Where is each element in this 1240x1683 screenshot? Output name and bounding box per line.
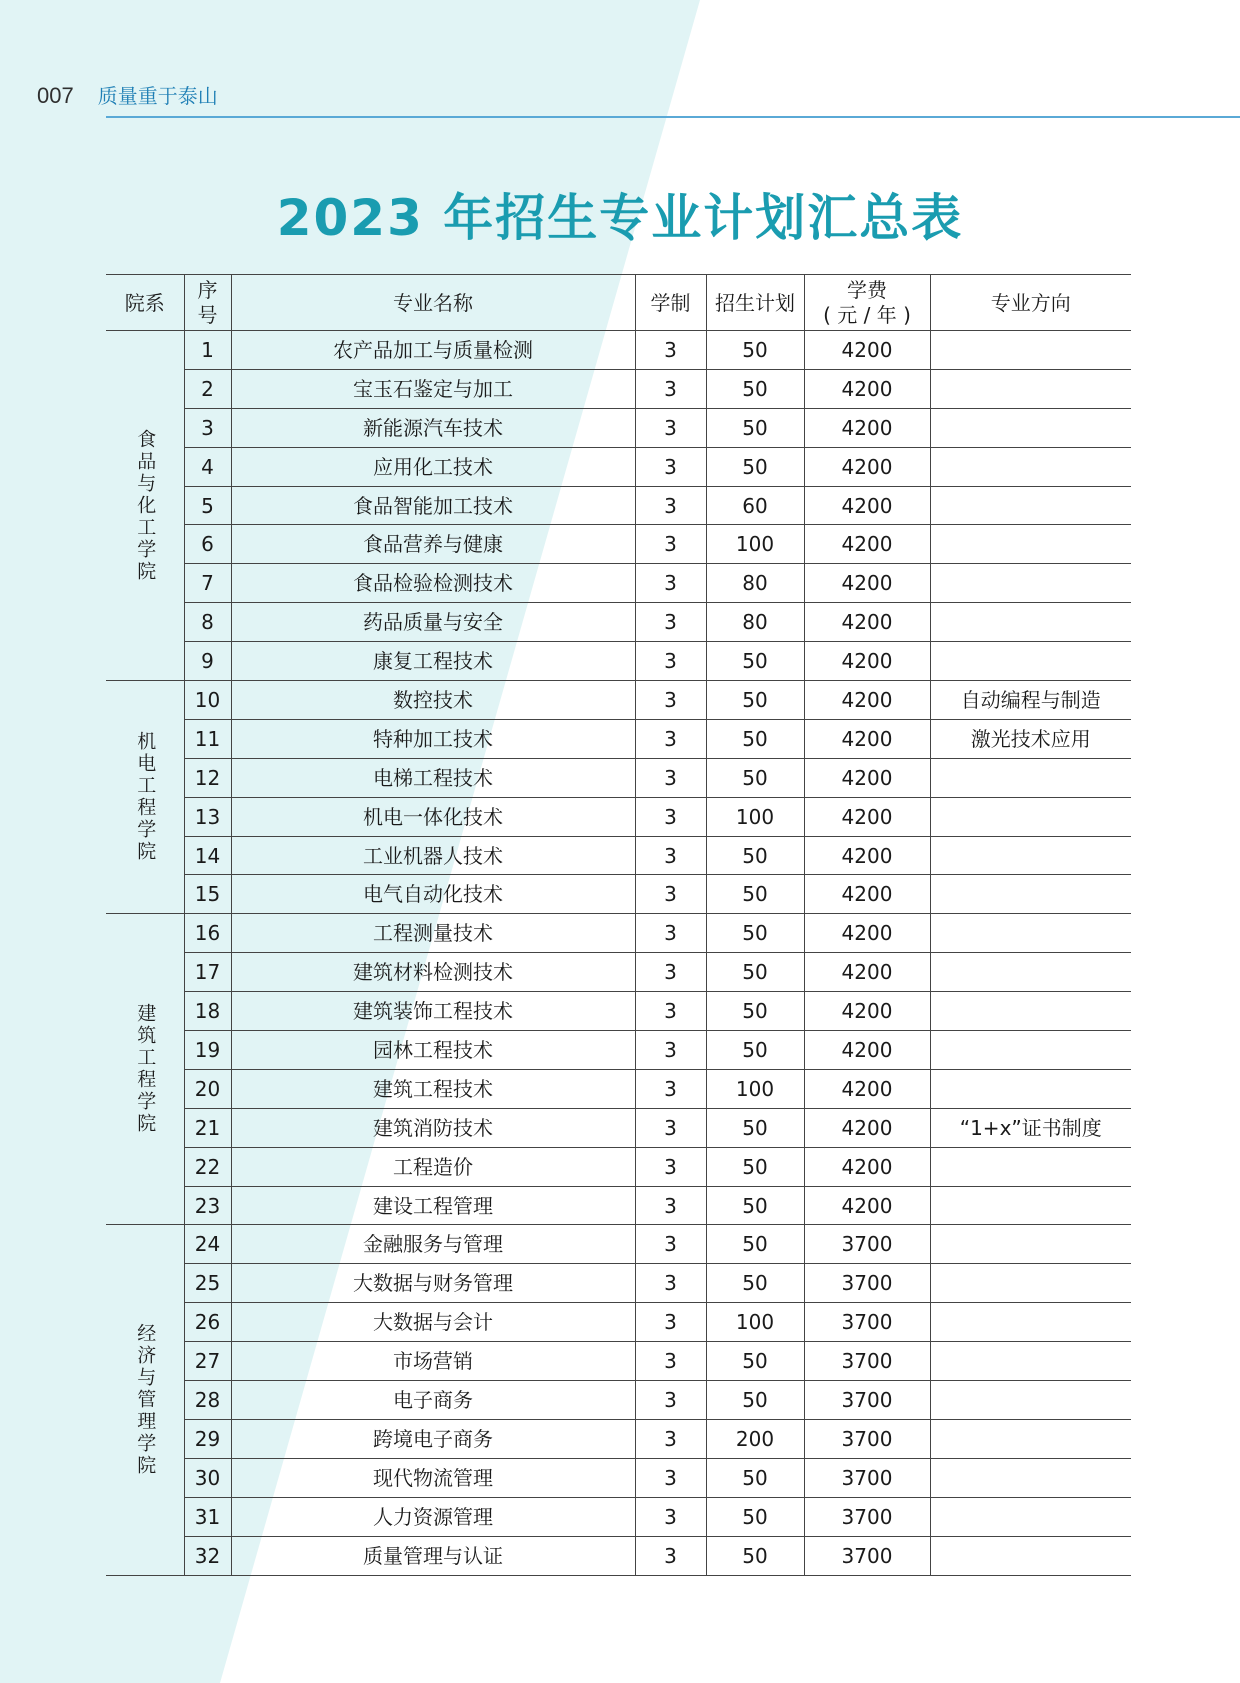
- header-fee: 学费 ( 元 / 年 ): [804, 275, 930, 331]
- major-direction: [930, 1147, 1131, 1186]
- tuition-fee: 4200: [804, 1108, 930, 1147]
- header-number: 序 号: [184, 275, 231, 331]
- major-direction: [930, 1381, 1131, 1420]
- tuition-fee: 3700: [804, 1458, 930, 1497]
- tuition-fee: 4200: [804, 1031, 930, 1070]
- table-row: [106, 1069, 1131, 1108]
- study-years: 3: [635, 1381, 706, 1420]
- enrollment-plan: 50: [706, 836, 804, 875]
- enrollment-plan: 50: [706, 1031, 804, 1070]
- row-number: 31: [184, 1497, 231, 1536]
- tuition-fee: 3700: [804, 1497, 930, 1536]
- study-years: 3: [635, 758, 706, 797]
- study-years: 3: [635, 875, 706, 914]
- dept-name: 经济与管理学院: [106, 1225, 184, 1575]
- header-rule: [106, 116, 1240, 118]
- major-direction: [930, 1536, 1131, 1575]
- enrollment-plan: 50: [706, 1225, 804, 1264]
- major-name: 市场营销: [231, 1342, 635, 1381]
- major-direction: [930, 1264, 1131, 1303]
- table-row: [106, 1147, 1131, 1186]
- study-years: 3: [635, 1419, 706, 1458]
- tuition-fee: 3700: [804, 1536, 930, 1575]
- major-direction: [930, 875, 1131, 914]
- table-row: [106, 1536, 1131, 1575]
- row-number: 29: [184, 1419, 231, 1458]
- header-direction: 专业方向: [930, 275, 1131, 331]
- header-years: 学制: [635, 275, 706, 331]
- table-row: [106, 719, 1131, 758]
- major-direction: [930, 369, 1131, 408]
- row-number: 24: [184, 1225, 231, 1264]
- study-years: 3: [635, 992, 706, 1031]
- major-name: 康复工程技术: [231, 642, 635, 681]
- major-name: 食品智能加工技术: [231, 486, 635, 525]
- header-plan: 招生计划: [706, 275, 804, 331]
- study-years: 3: [635, 525, 706, 564]
- enrollment-plan: 50: [706, 953, 804, 992]
- row-number: 15: [184, 875, 231, 914]
- major-name: 药品质量与安全: [231, 603, 635, 642]
- row-number: 22: [184, 1147, 231, 1186]
- row-number: 7: [184, 564, 231, 603]
- row-number: 3: [184, 408, 231, 447]
- major-direction: [930, 486, 1131, 525]
- tuition-fee: 4200: [804, 447, 930, 486]
- row-number: 27: [184, 1342, 231, 1381]
- study-years: 3: [635, 836, 706, 875]
- table-row: [106, 1264, 1131, 1303]
- study-years: 3: [635, 719, 706, 758]
- study-years: 3: [635, 797, 706, 836]
- major-direction: [930, 447, 1131, 486]
- tuition-fee: 4200: [804, 603, 930, 642]
- row-number: 9: [184, 642, 231, 681]
- study-years: 3: [635, 1147, 706, 1186]
- tuition-fee: 4200: [804, 369, 930, 408]
- tuition-fee: 4200: [804, 992, 930, 1031]
- table-row: [106, 642, 1131, 681]
- table-row: [106, 1108, 1131, 1147]
- enrollment-plan: 50: [706, 447, 804, 486]
- tuition-fee: 4200: [804, 486, 930, 525]
- study-years: 3: [635, 953, 706, 992]
- header-dept: 院系: [106, 275, 184, 331]
- major-direction: [930, 1342, 1131, 1381]
- tuition-fee: 3700: [804, 1303, 930, 1342]
- enrollment-plan: 50: [706, 1536, 804, 1575]
- enrollment-plan: 100: [706, 797, 804, 836]
- enrollment-plan: 80: [706, 603, 804, 642]
- enrollment-plan: 50: [706, 1381, 804, 1420]
- study-years: 3: [635, 1186, 706, 1225]
- row-number: 2: [184, 369, 231, 408]
- major-name: 园林工程技术: [231, 1031, 635, 1070]
- major-name: 电梯工程技术: [231, 758, 635, 797]
- page-header: [37, 80, 218, 109]
- table-row: [106, 992, 1131, 1031]
- table-row: [106, 369, 1131, 408]
- tuition-fee: 3700: [804, 1225, 930, 1264]
- major-name: 建筑消防技术: [231, 1108, 635, 1147]
- enrollment-plan: 60: [706, 486, 804, 525]
- enrollment-plan: 50: [706, 1108, 804, 1147]
- major-name: 数控技术: [231, 681, 635, 720]
- major-direction: [930, 914, 1131, 953]
- enrollment-plan: 50: [706, 1458, 804, 1497]
- study-years: 3: [635, 1264, 706, 1303]
- study-years: 3: [635, 642, 706, 681]
- major-name: 工程造价: [231, 1147, 635, 1186]
- study-years: 3: [635, 331, 706, 370]
- row-number: 1: [184, 331, 231, 370]
- major-name: 跨境电子商务: [231, 1419, 635, 1458]
- major-direction: [930, 758, 1131, 797]
- table-row: [106, 525, 1131, 564]
- row-number: 30: [184, 1458, 231, 1497]
- table-row: [106, 1031, 1131, 1070]
- row-number: 23: [184, 1186, 231, 1225]
- tuition-fee: 4200: [804, 836, 930, 875]
- major-name: 人力资源管理: [231, 1497, 635, 1536]
- major-name: 大数据与会计: [231, 1303, 635, 1342]
- major-name: 建筑装饰工程技术: [231, 992, 635, 1031]
- row-number: 4: [184, 447, 231, 486]
- tuition-fee: 4200: [804, 1186, 930, 1225]
- table-row: [106, 603, 1131, 642]
- enrollment-plan-table: [106, 274, 1131, 1576]
- enrollment-plan: 50: [706, 1186, 804, 1225]
- enrollment-plan: 50: [706, 1497, 804, 1536]
- header-major: 专业名称: [231, 275, 635, 331]
- tuition-fee: 4200: [804, 525, 930, 564]
- table-row: [106, 836, 1131, 875]
- study-years: 3: [635, 681, 706, 720]
- tuition-fee: 3700: [804, 1381, 930, 1420]
- table-row: [106, 875, 1131, 914]
- row-number: 17: [184, 953, 231, 992]
- major-name: 电子商务: [231, 1381, 635, 1420]
- major-name: 建筑材料检测技术: [231, 953, 635, 992]
- enrollment-plan: 200: [706, 1419, 804, 1458]
- table-body: [106, 331, 1131, 1576]
- study-years: 3: [635, 1069, 706, 1108]
- tuition-fee: 4200: [804, 408, 930, 447]
- study-years: 3: [635, 603, 706, 642]
- table-row: [106, 331, 1131, 370]
- enrollment-plan: 50: [706, 914, 804, 953]
- table-row: [106, 1303, 1131, 1342]
- major-direction: [930, 1419, 1131, 1458]
- page-number: 007: [37, 83, 74, 108]
- table-row: [106, 1342, 1131, 1381]
- enrollment-plan: 50: [706, 1264, 804, 1303]
- tuition-fee: 4200: [804, 1069, 930, 1108]
- study-years: 3: [635, 1108, 706, 1147]
- major-name: 宝玉石鉴定与加工: [231, 369, 635, 408]
- tuition-fee: 3700: [804, 1342, 930, 1381]
- study-years: 3: [635, 408, 706, 447]
- study-years: 3: [635, 369, 706, 408]
- major-name: 金融服务与管理: [231, 1225, 635, 1264]
- major-direction: [930, 1069, 1131, 1108]
- major-name: 现代物流管理: [231, 1458, 635, 1497]
- enrollment-plan: 50: [706, 408, 804, 447]
- major-name: 食品营养与健康: [231, 525, 635, 564]
- study-years: 3: [635, 447, 706, 486]
- table-row: [106, 564, 1131, 603]
- table-row: [106, 1186, 1131, 1225]
- major-direction: [930, 797, 1131, 836]
- major-direction: [930, 603, 1131, 642]
- row-number: 16: [184, 914, 231, 953]
- row-number: 8: [184, 603, 231, 642]
- row-number: 28: [184, 1381, 231, 1420]
- tuition-fee: 4200: [804, 797, 930, 836]
- row-number: 5: [184, 486, 231, 525]
- major-direction: “1+x”证书制度: [930, 1108, 1131, 1147]
- dept-name: 建筑工程学院: [106, 914, 184, 1225]
- major-name: 应用化工技术: [231, 447, 635, 486]
- major-direction: [930, 525, 1131, 564]
- major-direction: [930, 836, 1131, 875]
- tuition-fee: 4200: [804, 914, 930, 953]
- row-number: 19: [184, 1031, 231, 1070]
- major-direction: [930, 1458, 1131, 1497]
- major-direction: [930, 564, 1131, 603]
- enrollment-plan: 50: [706, 1342, 804, 1381]
- major-name: 建设工程管理: [231, 1186, 635, 1225]
- enrollment-plan: 80: [706, 564, 804, 603]
- enrollment-plan: 50: [706, 758, 804, 797]
- row-number: 13: [184, 797, 231, 836]
- study-years: 3: [635, 1342, 706, 1381]
- major-name: 质量管理与认证: [231, 1536, 635, 1575]
- study-years: 3: [635, 914, 706, 953]
- row-number: 32: [184, 1536, 231, 1575]
- table-row: [106, 914, 1131, 953]
- major-direction: 激光技术应用: [930, 719, 1131, 758]
- major-name: 建筑工程技术: [231, 1069, 635, 1108]
- major-direction: [930, 1497, 1131, 1536]
- major-name: 机电一体化技术: [231, 797, 635, 836]
- major-direction: [930, 331, 1131, 370]
- row-number: 14: [184, 836, 231, 875]
- table-row: [106, 486, 1131, 525]
- tuition-fee: 4200: [804, 1147, 930, 1186]
- row-number: 11: [184, 719, 231, 758]
- major-direction: [930, 953, 1131, 992]
- major-direction: [930, 1186, 1131, 1225]
- enrollment-plan: 100: [706, 525, 804, 564]
- table-row: [106, 408, 1131, 447]
- table-row: [106, 681, 1131, 720]
- table-row: [106, 797, 1131, 836]
- tuition-fee: 4200: [804, 719, 930, 758]
- study-years: 3: [635, 486, 706, 525]
- table-row: [106, 1419, 1131, 1458]
- row-number: 20: [184, 1069, 231, 1108]
- study-years: 3: [635, 1303, 706, 1342]
- major-direction: 自动编程与制造: [930, 681, 1131, 720]
- section-title: 质量重于泰山: [97, 84, 218, 108]
- table-row: [106, 447, 1131, 486]
- tuition-fee: 4200: [804, 331, 930, 370]
- study-years: 3: [635, 1225, 706, 1264]
- study-years: 3: [635, 1031, 706, 1070]
- row-number: 25: [184, 1264, 231, 1303]
- study-years: 3: [635, 1458, 706, 1497]
- major-direction: [930, 1031, 1131, 1070]
- major-name: 工程测量技术: [231, 914, 635, 953]
- row-number: 12: [184, 758, 231, 797]
- row-number: 6: [184, 525, 231, 564]
- table-row: [106, 1497, 1131, 1536]
- page-title: 2023 年招生专业计划汇总表: [276, 189, 964, 247]
- major-name: 大数据与财务管理: [231, 1264, 635, 1303]
- tuition-fee: 4200: [804, 564, 930, 603]
- enrollment-plan: 50: [706, 992, 804, 1031]
- tuition-fee: 4200: [804, 953, 930, 992]
- enrollment-plan: 50: [706, 719, 804, 758]
- major-direction: [930, 992, 1131, 1031]
- dept-name: 食品与化工学院: [106, 331, 184, 681]
- major-name: 农产品加工与质量检测: [231, 331, 635, 370]
- row-number: 21: [184, 1108, 231, 1147]
- table-row: [106, 1458, 1131, 1497]
- row-number: 26: [184, 1303, 231, 1342]
- major-name: 特种加工技术: [231, 719, 635, 758]
- table-header-row: [106, 275, 1131, 331]
- enrollment-plan: 50: [706, 875, 804, 914]
- tuition-fee: 4200: [804, 875, 930, 914]
- major-name: 新能源汽车技术: [231, 408, 635, 447]
- enrollment-plan: 50: [706, 681, 804, 720]
- dept-name: 机电工程学院: [106, 681, 184, 914]
- major-direction: [930, 1225, 1131, 1264]
- enrollment-plan: 50: [706, 642, 804, 681]
- enrollment-plan: 100: [706, 1303, 804, 1342]
- enrollment-plan: 50: [706, 1147, 804, 1186]
- table-row: [106, 758, 1131, 797]
- tuition-fee: 3700: [804, 1264, 930, 1303]
- enrollment-plan: 50: [706, 331, 804, 370]
- major-name: 食品检验检测技术: [231, 564, 635, 603]
- tuition-fee: 4200: [804, 681, 930, 720]
- tuition-fee: 4200: [804, 642, 930, 681]
- table-row: [106, 1225, 1131, 1264]
- tuition-fee: 4200: [804, 758, 930, 797]
- study-years: 3: [635, 1497, 706, 1536]
- major-name: 工业机器人技术: [231, 836, 635, 875]
- table-row: [106, 1381, 1131, 1420]
- row-number: 18: [184, 992, 231, 1031]
- major-direction: [930, 408, 1131, 447]
- row-number: 10: [184, 681, 231, 720]
- enrollment-plan: 100: [706, 1069, 804, 1108]
- major-direction: [930, 642, 1131, 681]
- enrollment-plan: 50: [706, 369, 804, 408]
- tuition-fee: 3700: [804, 1419, 930, 1458]
- table-row: [106, 953, 1131, 992]
- study-years: 3: [635, 1536, 706, 1575]
- study-years: 3: [635, 564, 706, 603]
- major-direction: [930, 1303, 1131, 1342]
- major-name: 电气自动化技术: [231, 875, 635, 914]
